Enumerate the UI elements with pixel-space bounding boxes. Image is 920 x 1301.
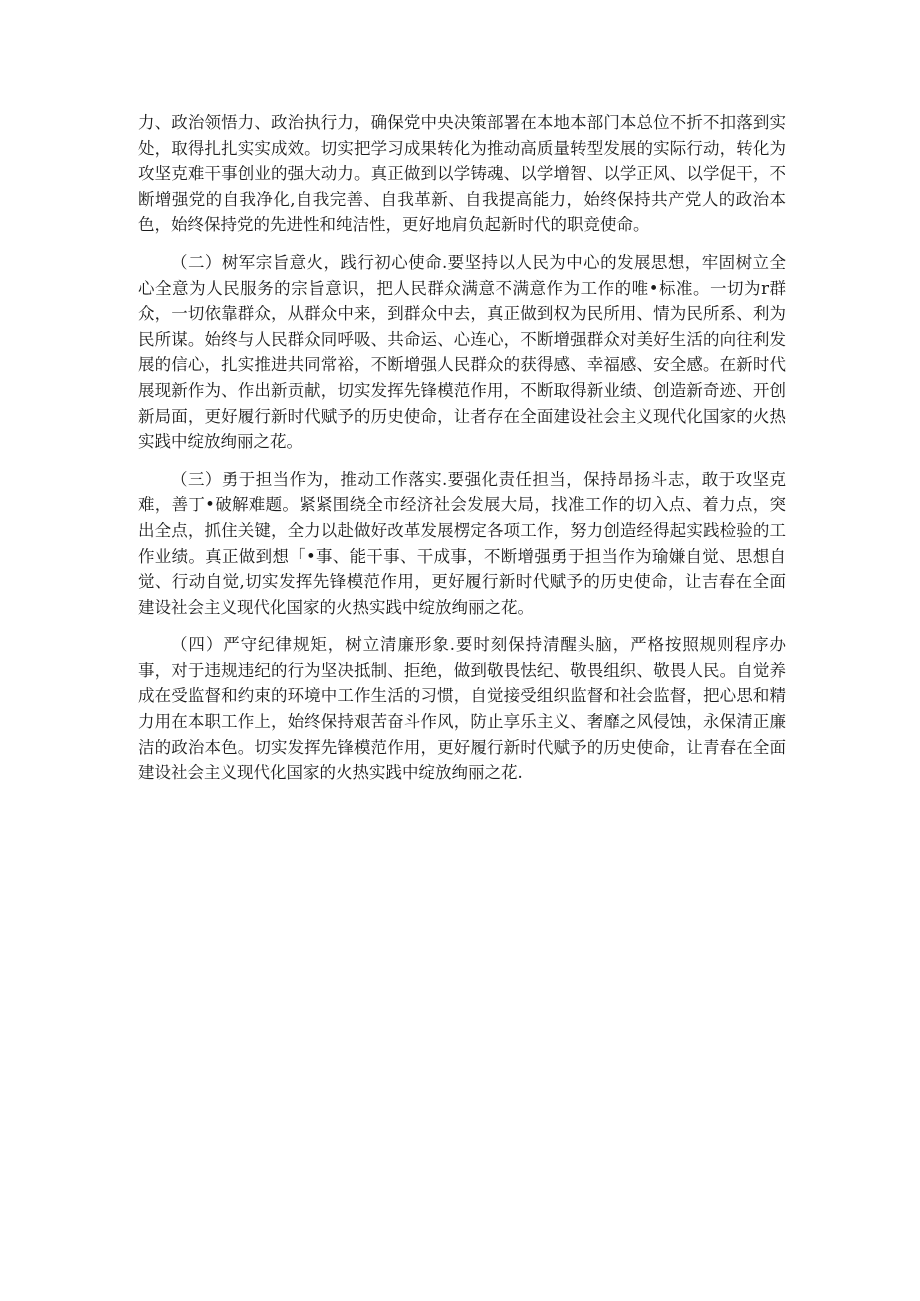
paragraph-section-4: （四）严守纪律规矩，树立清廉形象.要时刻保持清醒头脑，严格按照规则程序办事，对于违规违纪的行为坚决抵制、拒绝，做到敬畏怯纪、敬畏组织、敬畏人民。自觉养成在受监督和约束的环境中工作生活的习惯，自觉接受组织监督和社会监督，把心思和精力用在本职工作上，始终保持艰苦奋斗作风，防止享乐主义、奢靡之风侵蚀，永保清正廉洁的政治本色。切实发挥先锋模范作用，更好履行新时代赋予的历史使命，让青春在全面建设社会主义现代化国家的火热实践中绽放绚丽之花.: [138, 635, 786, 783]
document-body: [138, 110, 786, 798]
paragraph-section-3: （三）勇于担当作为，推动工作落实.要强化责任担当，保持昂扬斗志，敢于攻坚克难，善丁•破解难题。紧紧围绕全市经济社会发展大局，找准工作的切入点、着力点，突出全点，抓住关键，全力以赴做好改革发展楞定各项工作，努力创造经得起实践检验的工作业绩。真正做到想「•事、能干事、干成事，不断增强勇于担当作为瑜嫌自觉、思想自觉、行动自觉,切实发挥先锋模范作用，更好履行新时代赋予的历史使命，让吉春在全面建设社会主义现代化国家的火热实践中绽放绚丽之花。: [138, 469, 786, 617]
paragraph-section-2: （二）树军宗旨意火，践行初心使命.要坚持以人民为中心的发展思想，牢固树立全心全意为人民服务的宗旨意识，把人民群众满意不满意作为工作的唯•标准。一切为r群众，一切依靠群众，从群众中来，到群众中去，真正做到权为民所用、情为民所系、利为民所谋。始终与人民群众同呼吸、共命运、心连心，不断增强群众对美好生活的向往利发展的信心，扎实推进共同常裕，不断增强人民群众的获得感、幸福感、安全感。在新时代展现新作为、作出新贡献，切实发挥先锋模范作用，不断取得新业绩、创造新奇迹、开创新局面，更好履行新时代赋予的历史使命，让者存在全面建设社会主义现代化国家的火热实践中绽放绚丽之花。: [138, 252, 786, 452]
paragraph-continuation: 力、政治领悟力、政治执行力，确保党中央决策部署在本地本部门本总位不折不扣落到实处，取得扎扎实实成效。切实把学习成果转化为推动高质量转型发展的实际行动，转化为攻坚克难干事创业的强大动力。真正做到以学铸魂、以学增智、以学正风、以学促干，不断增强党的自我净化,自我完善、自我革新、自我提高能力，始终保持共产党人的政治本色，始终保持党的先进性和纯洁性，更好地肩负起新时代的职竞使命。: [138, 113, 786, 235]
